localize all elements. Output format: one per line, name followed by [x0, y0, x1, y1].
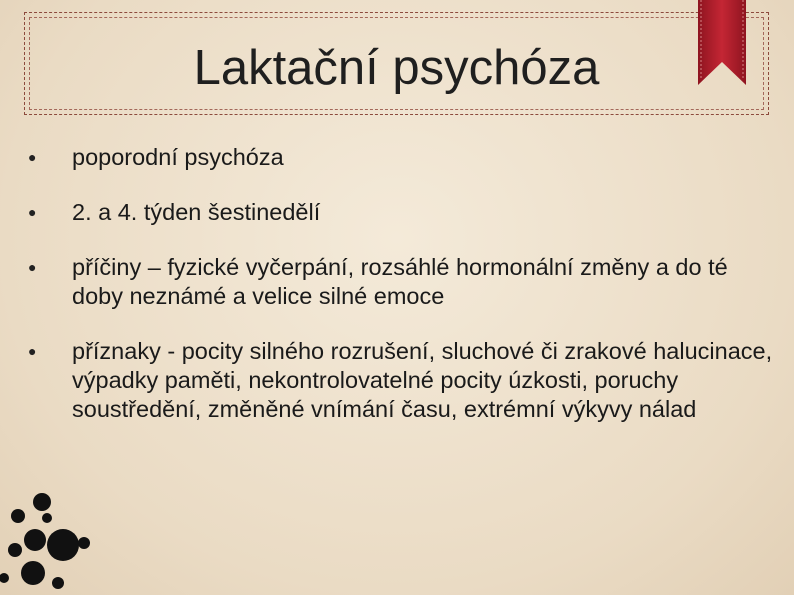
- bullet-text: 2. a 4. týden šestinedělí: [72, 199, 321, 225]
- bullet-list: [24, 143, 784, 450]
- list-item: [24, 253, 784, 311]
- bullet-marker: ●: [28, 343, 37, 359]
- bullet-text: příčiny – fyzické vyčerpání, rozsáhlé hormonální změny a do té doby neznámé a velice silné emoce: [72, 254, 728, 309]
- list-item: [24, 337, 784, 424]
- bullet-marker: ●: [28, 149, 37, 165]
- bullet-text: poporodní psychóza: [72, 144, 284, 170]
- bullet-marker: ●: [28, 259, 37, 275]
- list-item: [24, 143, 784, 172]
- bullet-text: příznaky - pocity silného rozrušení, sluchové či zrakové halucinace, výpadky paměti, nekontrolovatelné pocity úzkosti, poruchy soustředění, změněné vnímání času, extrémní výkyvy nálad: [72, 338, 773, 422]
- list-item: [24, 198, 784, 227]
- ink-blot-icon: [0, 485, 100, 595]
- bullet-marker: ●: [28, 204, 37, 220]
- slide-title: Laktační psychóza: [193, 41, 600, 95]
- ribbon-bookmark-icon: [698, 0, 746, 85]
